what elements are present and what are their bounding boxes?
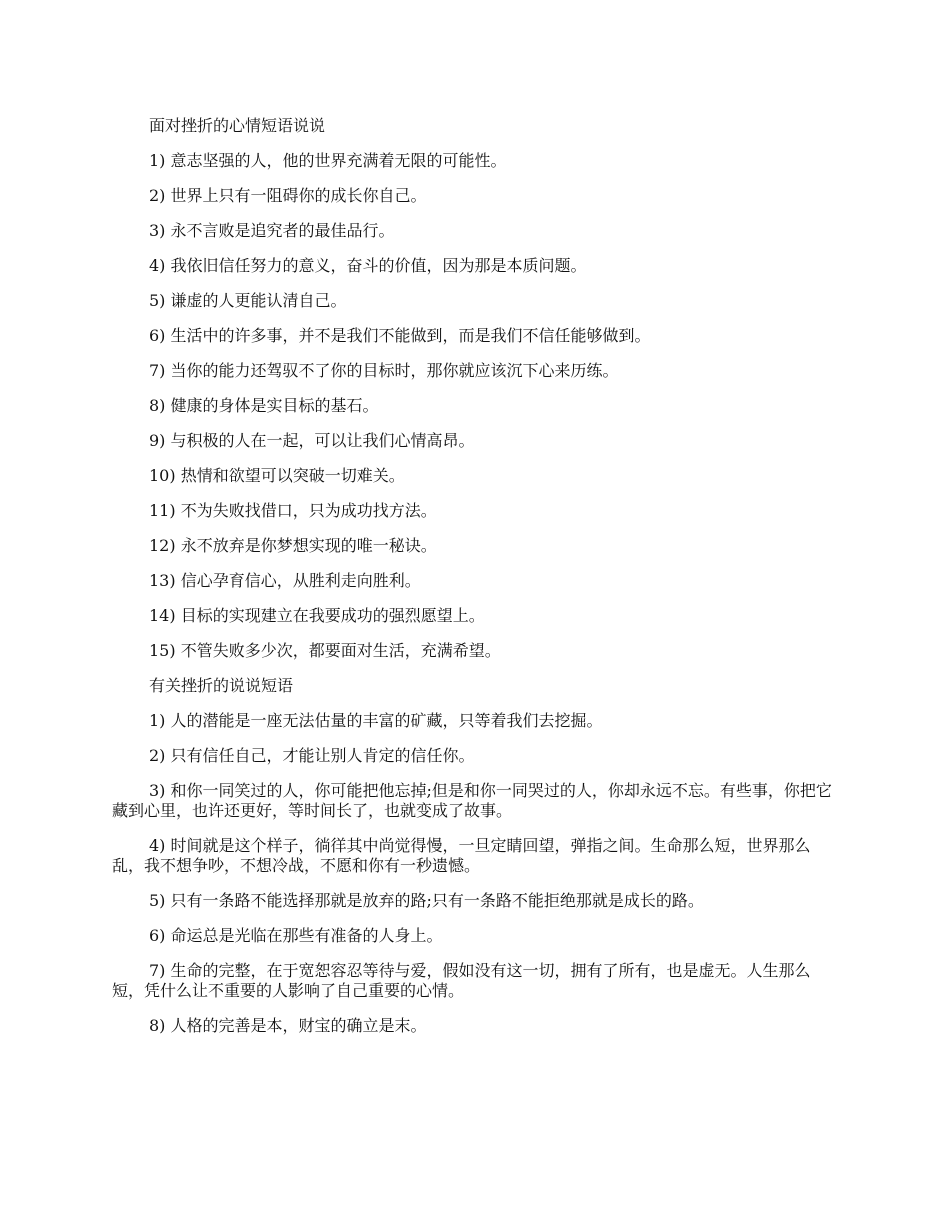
list-item: 8) 健康的身体是实目标的基石。	[149, 396, 379, 415]
list-item: 4) 我依旧信任努力的意义，奋斗的价值，因为那是本质问题。	[149, 256, 587, 275]
section-heading: 有关挫折的说说短语	[149, 676, 294, 695]
list-item: 5) 谦虚的人更能认清自己。	[149, 291, 347, 310]
list-item: 11) 不为失败找借口，只为成功找方法。	[149, 501, 437, 520]
list-item: 14) 目标的实现建立在我要成功的强烈愿望上。	[149, 606, 485, 625]
list-item: 2) 世界上只有一阻碍你的成长你自己。	[149, 186, 427, 205]
list-item: 5) 只有一条路不能选择那就是放弃的路;只有一条路不能拒绝那就是成长的路。	[149, 891, 704, 910]
list-item: 6) 命运总是光临在那些有准备的人身上。	[149, 926, 443, 945]
list-item: 2) 只有信任自己，才能让别人肯定的信任你。	[149, 746, 475, 765]
list-item: 7) 当你的能力还驾驭不了你的目标时，那你就应该沉下心来历练。	[149, 361, 619, 380]
list-item: 1) 人的潜能是一座无法估量的丰富的矿藏，只等着我们去挖掘。	[149, 711, 603, 730]
list-item: 12) 永不放弃是你梦想实现的唯一秘诀。	[149, 536, 437, 555]
list-item: 3) 永不言败是追究者的最佳品行。	[149, 221, 395, 240]
list-item: 3) 和你一同笑过的人，你可能把他忘掉;但是和你一同哭过的人，你却永远不忘。有些事，你把它藏到心里，也许还更好，等时间长了，也就变成了故事。	[112, 781, 832, 820]
list-item: 10) 热情和欲望可以突破一切难关。	[149, 466, 405, 485]
list-item: 9) 与积极的人在一起，可以让我们心情高昂。	[149, 431, 475, 450]
list-item: 13) 信心孕育信心，从胜利走向胜利。	[149, 571, 421, 590]
section-heading: 面对挫折的心情短语说说	[149, 116, 326, 135]
list-item: 7) 生命的完整，在于宽恕容忍等待与爱，假如没有这一切，拥有了所有，也是虚无。人生那么短，凭什么让不重要的人影响了自己重要的心情。	[112, 961, 811, 1000]
list-item: 1) 意志坚强的人，他的世界充满着无限的可能性。	[149, 151, 507, 170]
list-item: 6) 生活中的许多事，并不是我们不能做到，而是我们不信任能够做到。	[149, 326, 651, 345]
list-item: 8) 人格的完善是本，财宝的确立是末。	[149, 1016, 427, 1035]
list-item: 15) 不管失败多少次，都要面对生活，充满希望。	[149, 641, 501, 660]
list-item: 4) 时间就是这个样子，徜徉其中尚觉得慢，一旦定睛回望，弹指之间。生命那么短，世界那么乱，我不想争吵，不想冷战，不愿和你有一秒遗憾。	[112, 836, 811, 875]
